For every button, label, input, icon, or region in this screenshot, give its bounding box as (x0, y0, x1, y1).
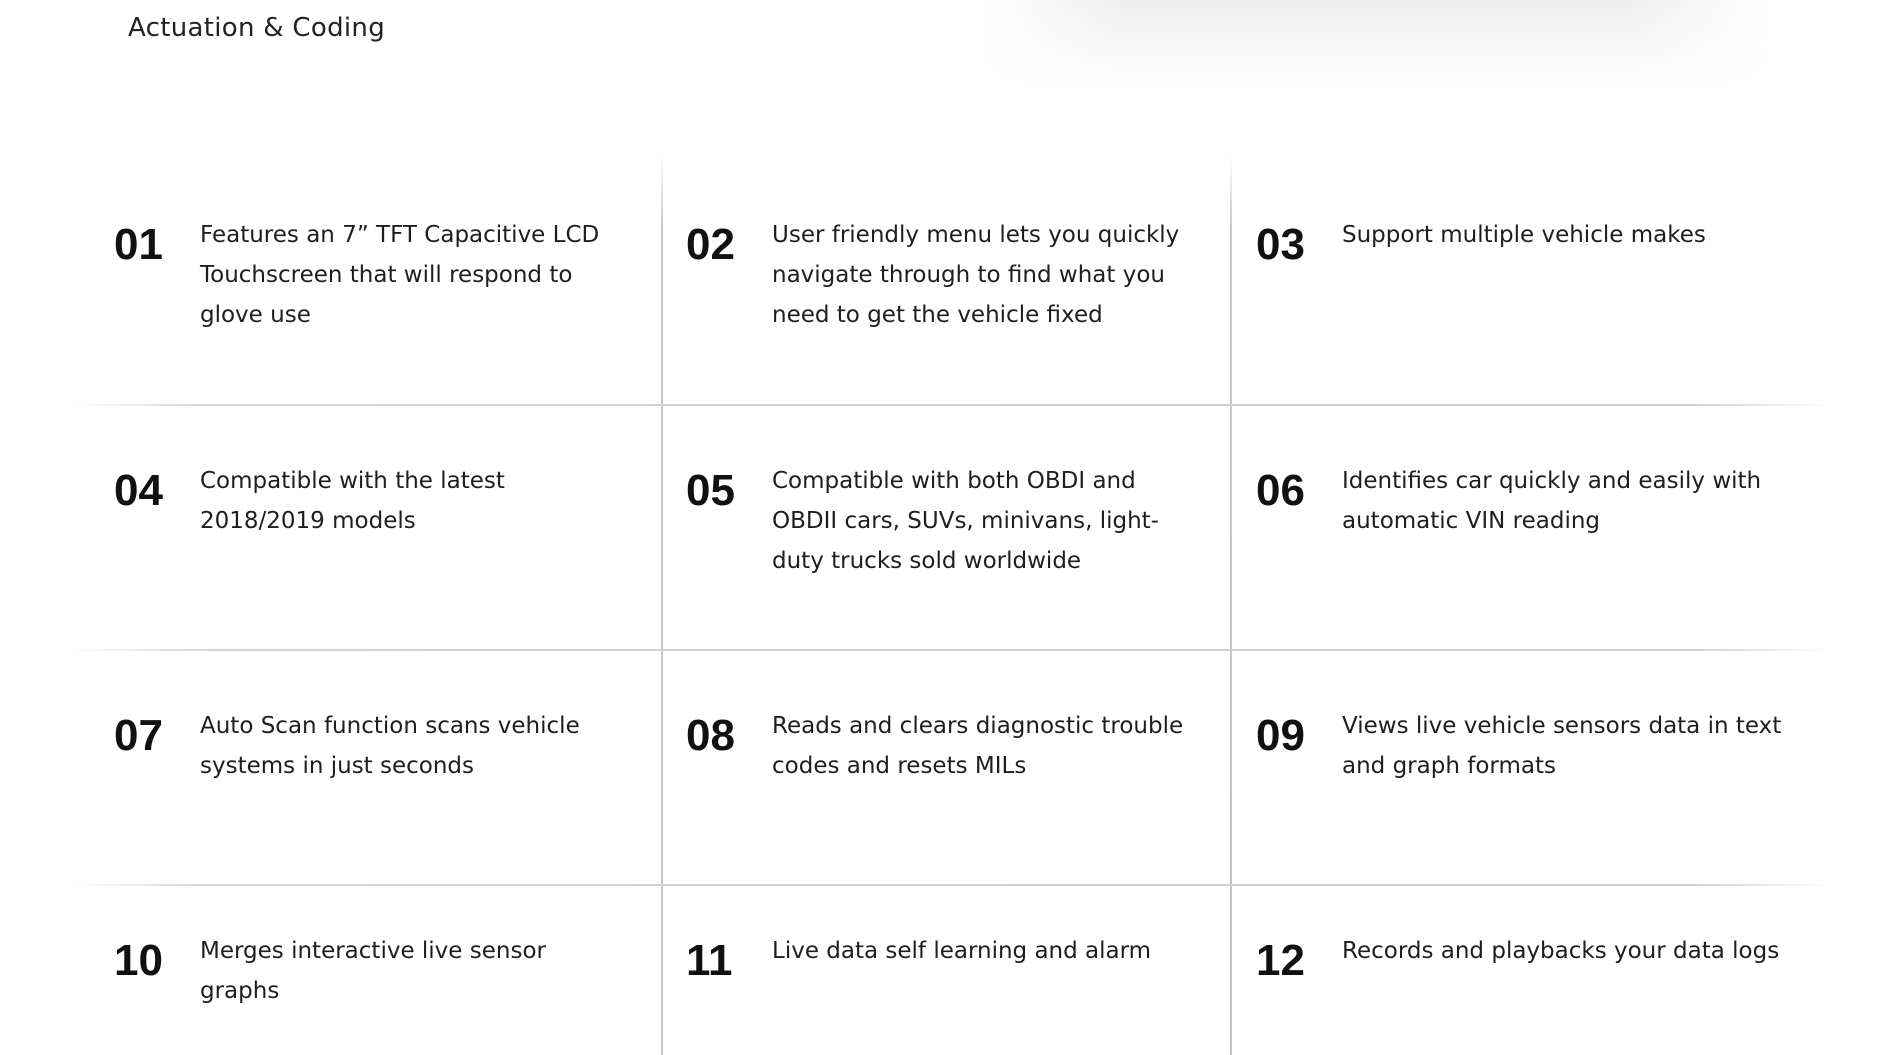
feature-number: 11 (686, 936, 733, 985)
feature-description: Auto Scan function scans vehicle systems in just seconds (200, 713, 580, 779)
feature-description: Compatible with both OBDI and OBDII cars, SUVs, minivans, light-duty trucks sold worldwide (772, 468, 1159, 574)
feature-number: 02 (686, 220, 735, 269)
feature-description: Identifies car quickly and easily with automatic VIN reading (1342, 468, 1762, 534)
feature-item (114, 215, 632, 335)
feature-number: 04 (114, 466, 163, 515)
feature-item (686, 461, 1204, 581)
feature-description: Live data self learning and alarm (772, 938, 1152, 964)
feature-description: Views live vehicle sensors data in text and graph formats (1342, 713, 1782, 779)
feature-number: 12 (1256, 936, 1305, 985)
feature-number: 06 (1256, 466, 1305, 515)
feature-description: Reads and clears diagnostic trouble codes and resets MILs (772, 713, 1184, 779)
column-divider (661, 155, 663, 1055)
feature-item (1256, 931, 1792, 983)
feature-item (114, 931, 632, 1011)
feature-number: 05 (686, 466, 735, 515)
row-divider (68, 649, 1830, 651)
feature-item (114, 706, 632, 786)
feature-item (1256, 706, 1792, 786)
feature-item (1256, 461, 1792, 541)
feature-description: Compatible with the latest 2018/2019 models (200, 468, 505, 534)
feature-description: Records and playbacks your data logs (1342, 938, 1780, 964)
feature-description: User friendly menu lets you quickly navigate through to find what you need to get the vehicle fixed (772, 222, 1180, 328)
feature-number: 09 (1256, 711, 1305, 760)
feature-description: Support multiple vehicle makes (1342, 222, 1706, 248)
feature-item (686, 706, 1204, 786)
feature-item (686, 931, 1204, 983)
row-divider (68, 884, 1830, 886)
feature-item (1256, 215, 1792, 267)
row-divider (68, 404, 1830, 406)
product-banner-fade (980, 0, 1770, 88)
feature-number: 01 (114, 220, 163, 269)
feature-number: 08 (686, 711, 735, 760)
section-label: Actuation & Coding (128, 13, 386, 43)
feature-item (114, 461, 632, 541)
feature-number: 03 (1256, 220, 1305, 269)
feature-number: 10 (114, 936, 163, 985)
feature-description: Merges interactive live sensor graphs (200, 938, 546, 1004)
feature-item (686, 215, 1204, 335)
feature-number: 07 (114, 711, 163, 760)
column-divider (1230, 155, 1232, 1055)
feature-description: Features an 7” TFT Capacitive LCD Touchscreen that will respond to glove use (200, 222, 600, 328)
